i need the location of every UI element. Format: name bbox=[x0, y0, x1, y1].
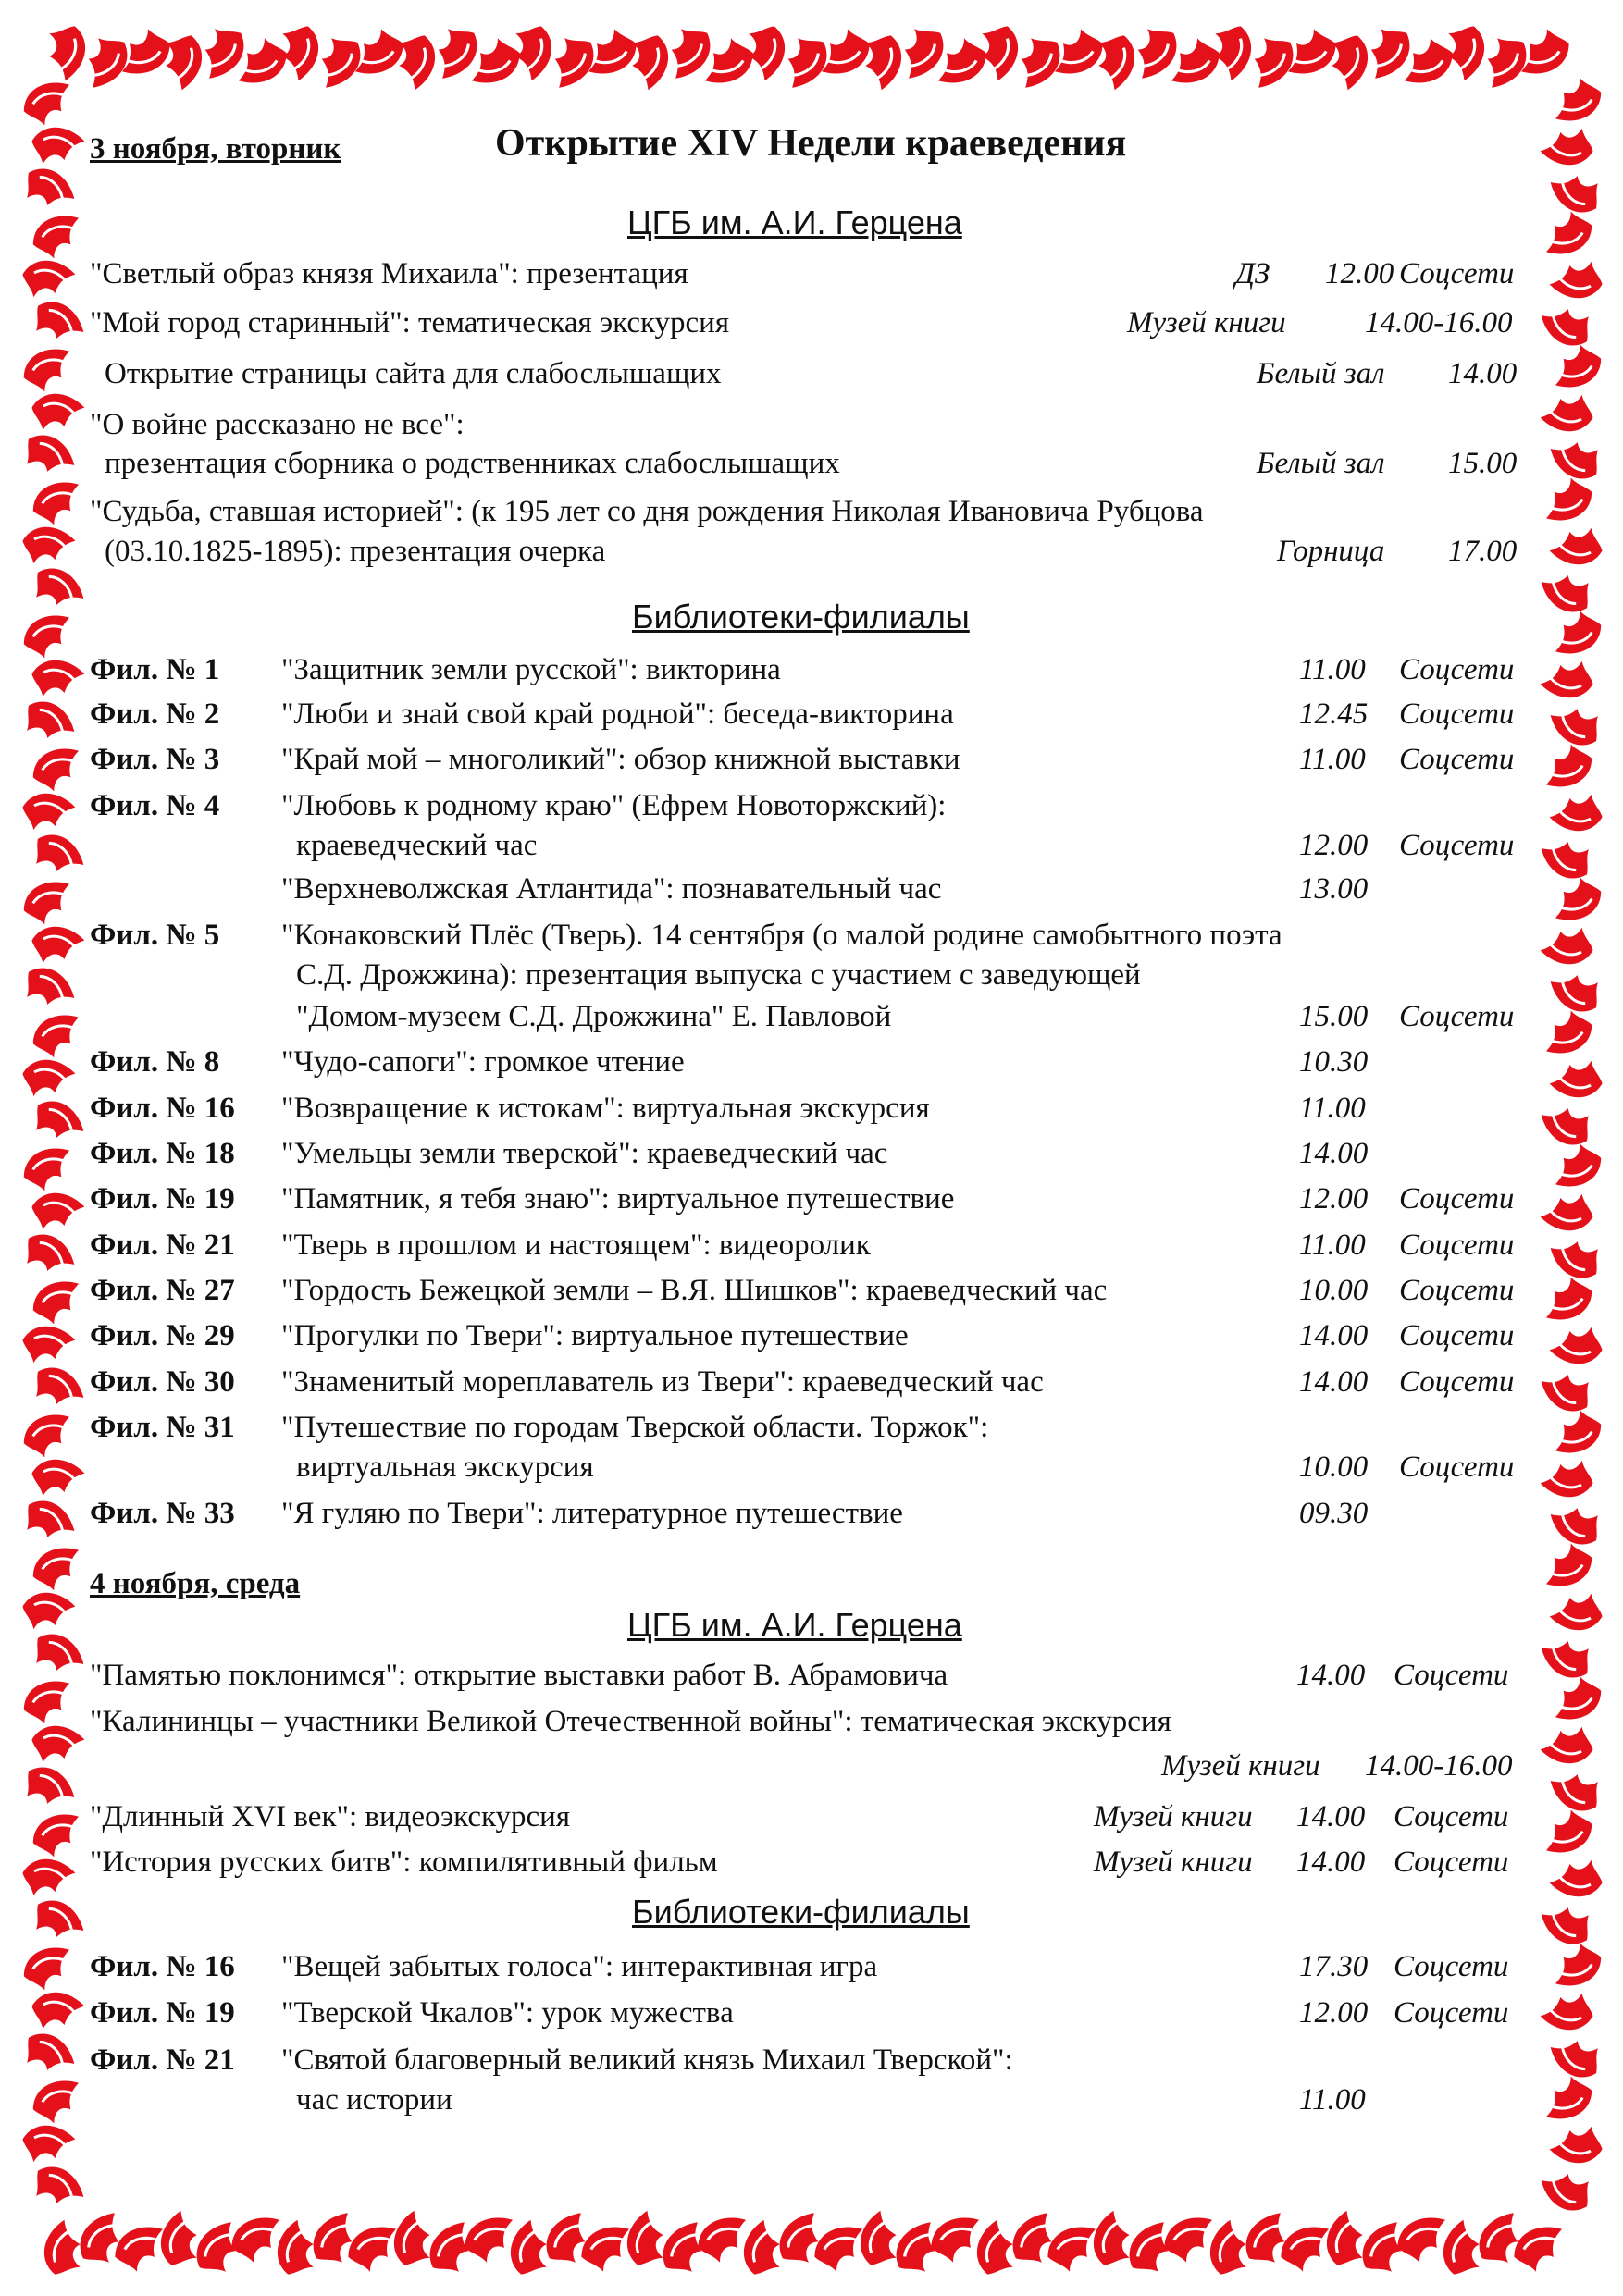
branch-number: Фил. № 29 bbox=[90, 1319, 235, 1352]
event-online: Соцсети bbox=[1399, 697, 1515, 731]
event-online: Соцсети bbox=[1394, 1950, 1509, 1983]
event-title: "Домом-музеем С.Д. Дрожжина" Е. Павловой bbox=[296, 1000, 892, 1033]
event-title: "Люби и знай свой край родной": беседа-викторина bbox=[281, 697, 954, 731]
event-title: час истории bbox=[296, 2083, 452, 2117]
branch-number: Фил. № 16 bbox=[90, 1950, 235, 1983]
event-title: "Я гуляю по Твери": литературное путешествие bbox=[281, 1497, 903, 1530]
event-title: "Вещей забытых голоса": интерактивная игра bbox=[281, 1950, 878, 1983]
event-title: "Возвращение к истокам": виртуальная экскурсия bbox=[281, 1092, 930, 1125]
day2-date: 4 ноября, среда bbox=[90, 1567, 301, 1600]
event-title: "Мой город старинный": тематическая экскурсия bbox=[90, 306, 730, 339]
event-time: 12.00 bbox=[1299, 829, 1369, 862]
event-online: Соцсети bbox=[1399, 1182, 1515, 1216]
branch-number: Фил. № 2 bbox=[90, 697, 220, 731]
event-online: Соцсети bbox=[1399, 829, 1515, 862]
event-title: "Защитник земли русской": викторина bbox=[281, 653, 781, 686]
event-venue: Музей книги bbox=[1094, 1800, 1253, 1833]
branch-number: Фил. № 3 bbox=[90, 743, 220, 776]
event-title: презентация сборника о родственниках слабослышащих bbox=[105, 447, 840, 480]
event-venue: Музей книги bbox=[1094, 1845, 1253, 1879]
page-title: Открытие XIV Недели краеведения bbox=[495, 122, 1127, 165]
event-online: Соцсети bbox=[1399, 743, 1515, 776]
event-time: 11.00 bbox=[1299, 2083, 1366, 2117]
day1-date: 3 ноября, вторник bbox=[90, 132, 341, 166]
event-online: Соцсети bbox=[1399, 1000, 1515, 1033]
event-online: Соцсети bbox=[1399, 653, 1515, 686]
event-online: Соцсети bbox=[1394, 1659, 1509, 1692]
event-time: 11.00 bbox=[1299, 743, 1366, 776]
event-title: "Любовь к родному краю" (Ефрем Новоторжский): bbox=[281, 789, 947, 822]
branch-number: Фил. № 8 bbox=[90, 1045, 220, 1079]
branch-number: Фил. № 1 bbox=[90, 653, 220, 686]
event-time: 14.00 bbox=[1299, 1365, 1369, 1399]
event-time: 14.00 bbox=[1299, 1137, 1369, 1170]
event-time: 14.00 bbox=[1296, 1845, 1366, 1879]
event-title: "История русских битв": компилятивный фильм bbox=[90, 1845, 718, 1879]
event-title: "Путешествие по городам Тверской области. Торжок": bbox=[281, 1411, 989, 1444]
event-title: "Калининцы – участники Великой Отечественной войны": тематическая экскурсия bbox=[90, 1705, 1171, 1738]
branch-number: Фил. № 31 bbox=[90, 1411, 235, 1444]
event-venue: Белый зал bbox=[1257, 357, 1385, 390]
event-title: "Прогулки по Твери": виртуальное путешествие bbox=[281, 1319, 909, 1352]
event-time: 09.30 bbox=[1299, 1497, 1369, 1530]
event-online: Соцсети bbox=[1394, 1996, 1509, 2030]
event-title: "О войне рассказано не все": bbox=[90, 408, 465, 441]
event-title: "Конаковский Плёс (Тверь). 14 сентября (о малой родине самобытного поэта bbox=[281, 919, 1282, 952]
event-time: 12.00 bbox=[1299, 1182, 1369, 1216]
event-venue: Музей книги bbox=[1127, 306, 1286, 339]
event-time: 17.00 bbox=[1448, 535, 1518, 568]
event-venue: Горница bbox=[1277, 535, 1385, 568]
event-title: "Святой благоверный великий князь Михаил Тверской": bbox=[281, 2043, 1013, 2077]
event-online: Соцсети bbox=[1399, 1365, 1515, 1399]
event-title: "Тверь в прошлом и настоящем": видеоролик bbox=[281, 1228, 871, 1262]
event-time: 12.00 bbox=[1325, 257, 1394, 290]
event-time: 12.00 bbox=[1299, 1996, 1369, 2030]
event-venue: ДЗ bbox=[1235, 257, 1270, 290]
day1-central-section-title: ЦГБ им. А.И. Герцена bbox=[627, 204, 962, 241]
event-venue: Белый зал bbox=[1257, 447, 1385, 480]
event-time: 11.00 bbox=[1299, 1092, 1366, 1125]
event-title: краеведческий час bbox=[296, 829, 538, 862]
branch-number: Фил. № 18 bbox=[90, 1137, 235, 1170]
event-title: "Памятник, я тебя знаю": виртуальное путешествие bbox=[281, 1182, 955, 1216]
event-time: 11.00 bbox=[1299, 653, 1366, 686]
event-time: 12.45 bbox=[1299, 697, 1369, 731]
event-title: "Чудо-сапоги": громкое чтение bbox=[281, 1045, 685, 1079]
event-time: 11.00 bbox=[1299, 1228, 1366, 1262]
event-time: 17.30 bbox=[1299, 1950, 1369, 1983]
branch-number: Фил. № 19 bbox=[90, 1996, 235, 2030]
day2-central-section-title: ЦГБ им. А.И. Герцена bbox=[627, 1606, 962, 1644]
event-time: 14.00 bbox=[1296, 1659, 1366, 1692]
branch-number: Фил. № 4 bbox=[90, 789, 220, 822]
branch-number: Фил. № 19 bbox=[90, 1182, 235, 1216]
day1-branches-section-title: Библиотеки-филиалы bbox=[632, 598, 970, 636]
event-title: "Памятью поклонимся": открытие выставки работ В. Абрамовича bbox=[90, 1659, 948, 1692]
branch-number: Фил. № 21 bbox=[90, 2043, 235, 2077]
event-online: Соцсети bbox=[1394, 1800, 1509, 1833]
event-title: виртуальная экскурсия bbox=[296, 1450, 594, 1484]
event-online: Соцсети bbox=[1399, 1450, 1515, 1484]
event-time: 15.00 bbox=[1448, 447, 1518, 480]
event-time: 14.00 bbox=[1299, 1319, 1369, 1352]
event-title: "Гордость Бежецкой земли – В.Я. Шишков": краеведческий час bbox=[281, 1274, 1108, 1307]
event-time: 13.00 bbox=[1299, 872, 1369, 906]
event-title: "Знаменитый мореплаватель из Твери": краеведческий час bbox=[281, 1365, 1044, 1399]
event-title: "Край мой – многоликий": обзор книжной выставки bbox=[281, 743, 960, 776]
branch-number: Фил. № 27 bbox=[90, 1274, 235, 1307]
event-time: 15.00 bbox=[1299, 1000, 1369, 1033]
event-venue: Музей книги bbox=[1161, 1749, 1320, 1783]
event-time: 14.00 bbox=[1296, 1800, 1366, 1833]
branch-number: Фил. № 5 bbox=[90, 919, 220, 952]
branch-number: Фил. № 30 bbox=[90, 1365, 235, 1399]
event-title: Открытие страницы сайта для слабослышащих bbox=[105, 357, 722, 390]
event-online: Соцсети bbox=[1399, 1228, 1515, 1262]
event-title: "Судьба, ставшая историей": (к 195 лет со дня рождения Николая Ивановича Рубцова bbox=[90, 495, 1204, 528]
event-online: Соцсети bbox=[1399, 257, 1515, 290]
event-time: 10.00 bbox=[1299, 1274, 1369, 1307]
event-time: 14.00-16.00 bbox=[1365, 306, 1513, 339]
event-title: "Умельцы земли тверской": краеведческий час bbox=[281, 1137, 888, 1170]
branch-number: Фил. № 21 bbox=[90, 1228, 235, 1262]
event-time: 14.00-16.00 bbox=[1365, 1749, 1513, 1783]
branch-number: Фил. № 16 bbox=[90, 1092, 235, 1125]
event-title: "Верхневолжская Атлантида": познавательный час bbox=[281, 872, 942, 906]
branch-number: Фил. № 33 bbox=[90, 1497, 235, 1530]
event-online: Соцсети bbox=[1399, 1274, 1515, 1307]
event-title: "Тверской Чкалов": урок мужества bbox=[281, 1996, 734, 2030]
event-time: 10.00 bbox=[1299, 1450, 1369, 1484]
event-title: С.Д. Дрожжина): презентация выпуска с участием с заведующей bbox=[296, 958, 1141, 992]
event-title: (03.10.1825-1895): презентация очерка bbox=[105, 535, 606, 568]
event-title: "Светлый образ князя Михаила": презентация bbox=[90, 257, 688, 290]
event-title: "Длинный XVI век": видеоэкскурсия bbox=[90, 1800, 571, 1833]
day2-branches-section-title: Библиотеки-филиалы bbox=[632, 1893, 970, 1931]
event-online: Соцсети bbox=[1394, 1845, 1509, 1879]
event-time: 14.00 bbox=[1448, 357, 1518, 390]
event-online: Соцсети bbox=[1399, 1319, 1515, 1352]
event-time: 10.30 bbox=[1299, 1045, 1369, 1079]
